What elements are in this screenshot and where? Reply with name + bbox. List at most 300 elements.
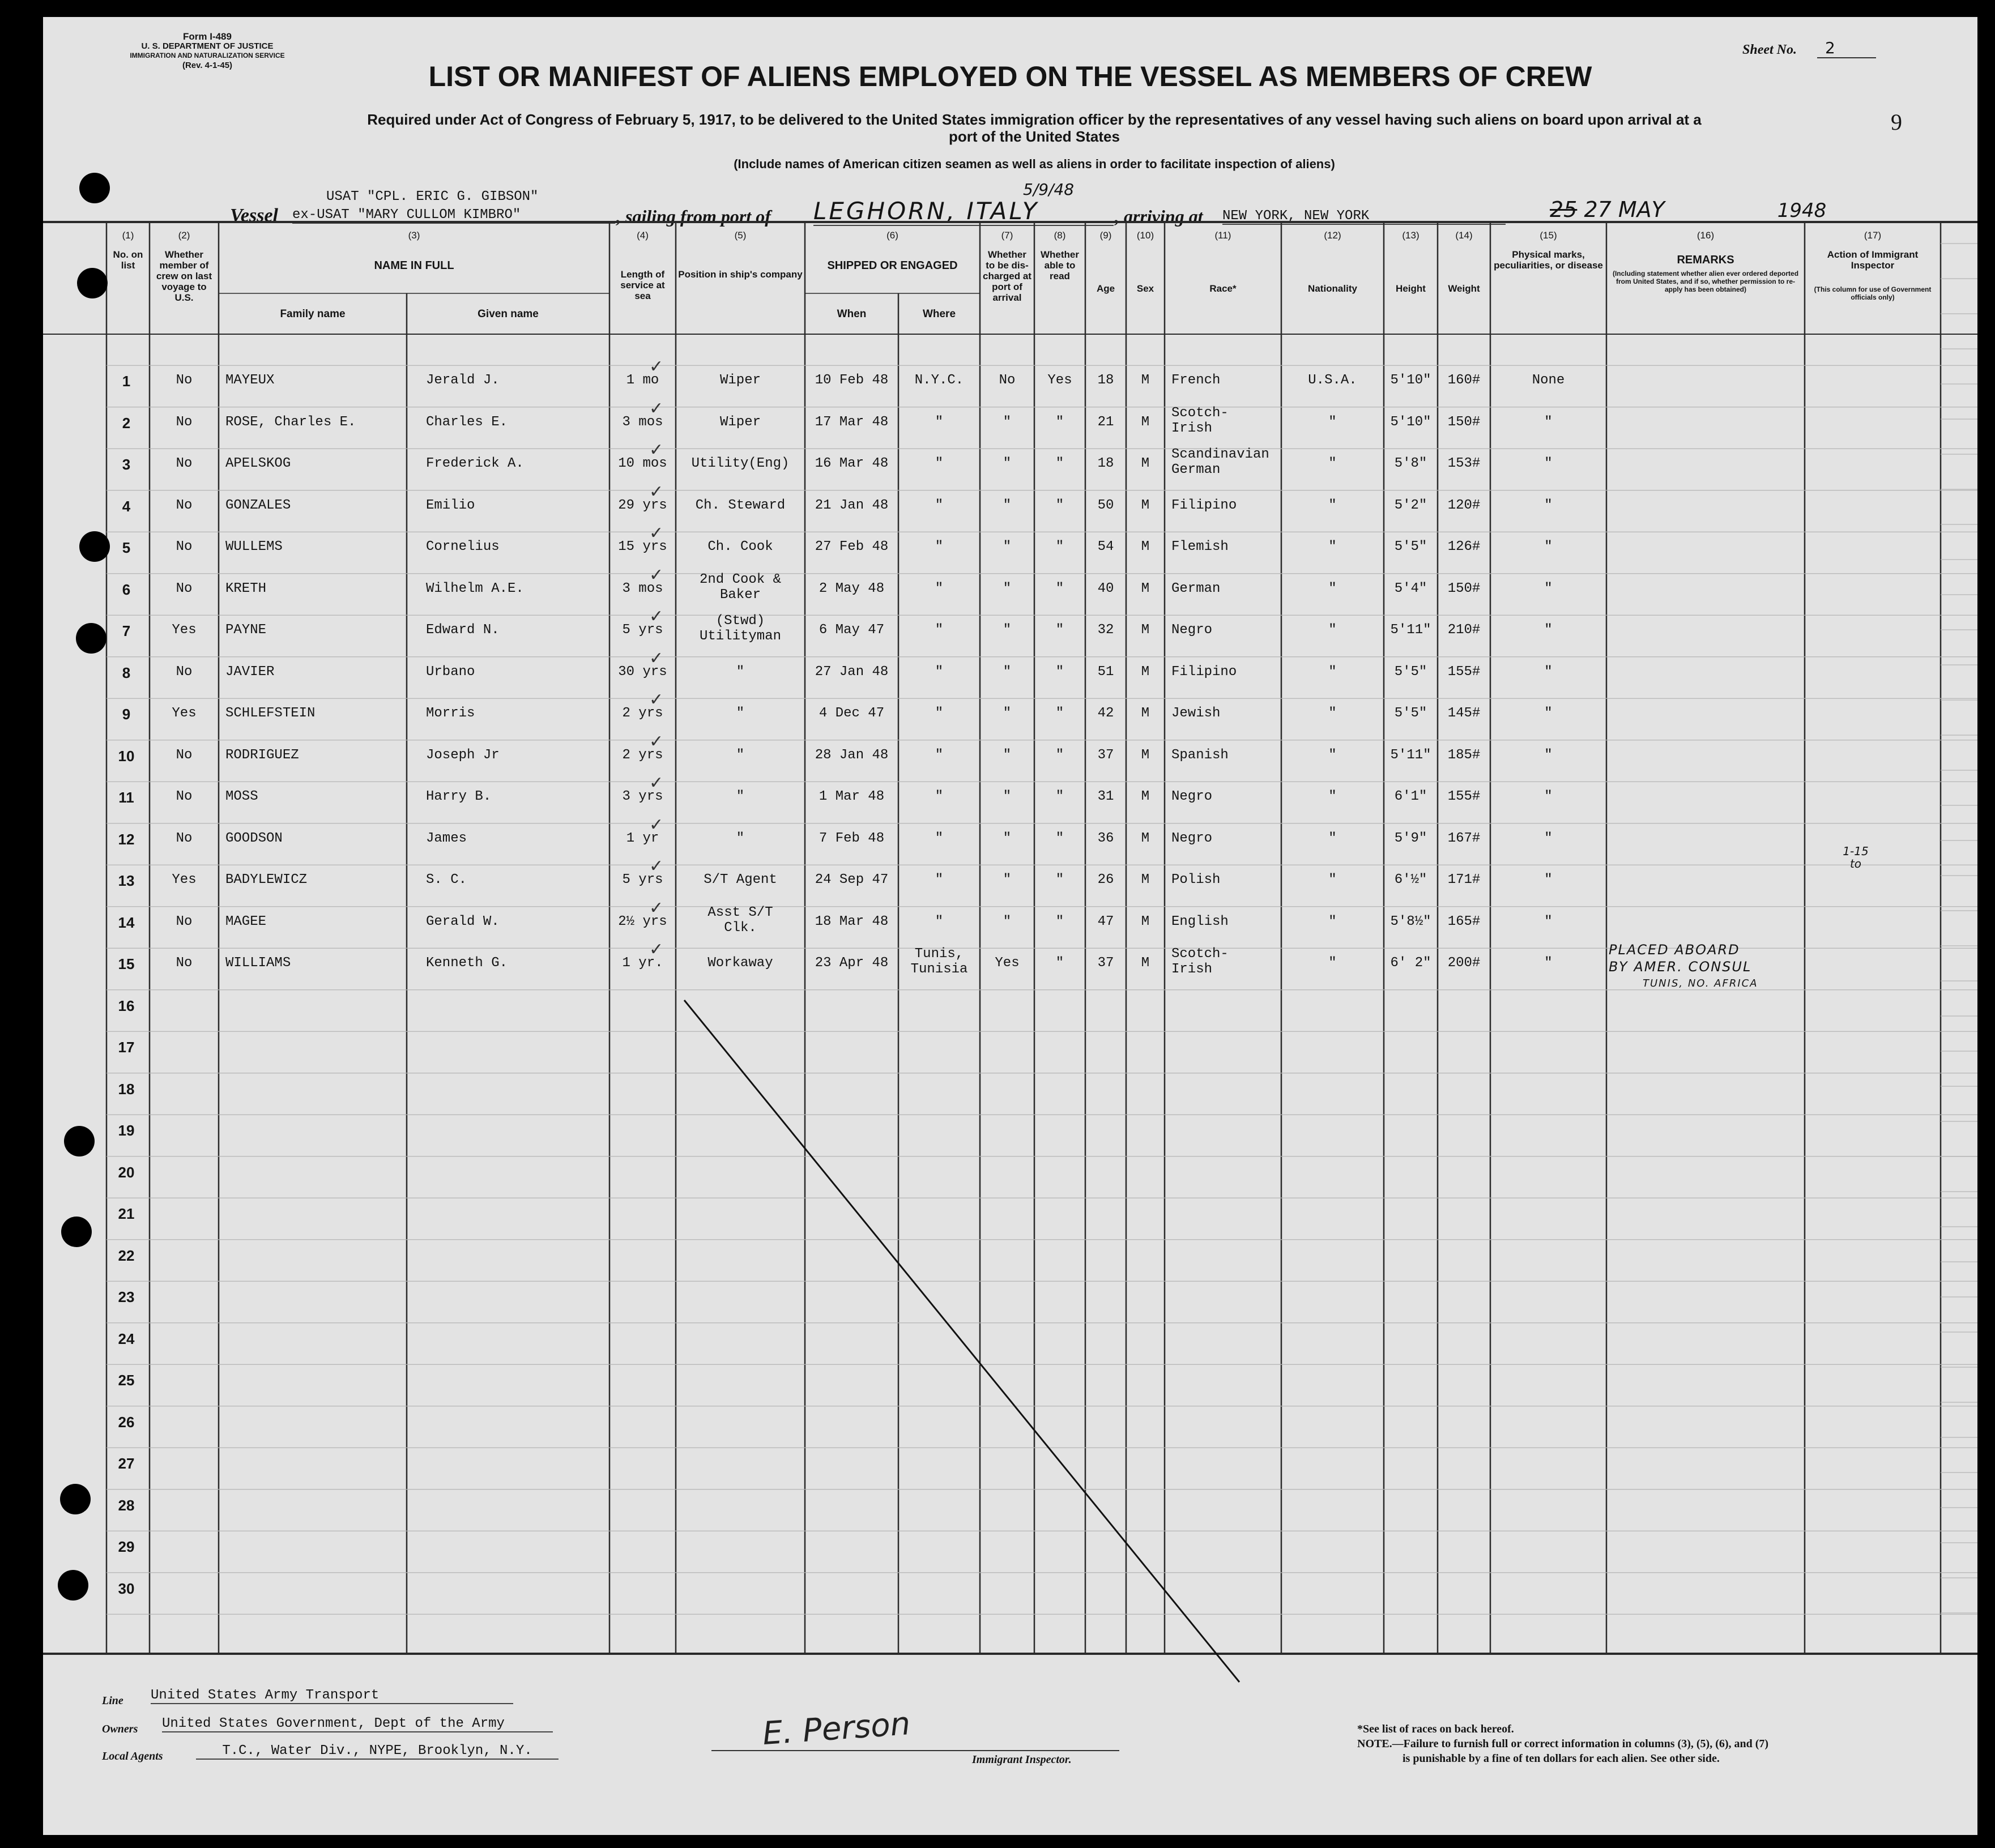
cell-position: Workaway	[707, 955, 773, 971]
owners-label: Owners	[102, 1723, 138, 1735]
cell-height: 6'1"	[1394, 789, 1427, 804]
check-mark-icon: ✓	[649, 398, 664, 419]
cancel-stroke	[684, 1000, 1239, 1682]
cell-family: PAYNE	[225, 622, 267, 638]
cell-age: 36	[1097, 830, 1114, 846]
subtitle-line-2: port of the United States	[949, 128, 1120, 145]
cell-when: 23 Apr 48	[815, 955, 889, 971]
cell-position: Ch. Cook	[707, 539, 773, 554]
column-number: (10)	[1136, 230, 1154, 241]
cell-position: "	[736, 664, 745, 680]
check-mark-icon: ✓	[649, 565, 664, 585]
cell-nationality: "	[1328, 706, 1337, 721]
cell-marks: "	[1544, 664, 1553, 680]
punch-hole	[79, 173, 110, 203]
sheet-number: 2	[1817, 39, 1876, 58]
cell-sex: M	[1141, 830, 1150, 846]
cell-where: "	[935, 622, 944, 638]
manifest-sheet	[43, 17, 1977, 1835]
cell-age: 31	[1097, 789, 1114, 804]
cell-sex: M	[1141, 373, 1150, 388]
column-number: (9)	[1099, 230, 1112, 241]
document-title: LIST OR MANIFEST OF ALIENS EMPLOYED ON THE VESSEL AS MEMBERS OF CREW	[428, 61, 1592, 92]
cell-marks: None	[1532, 373, 1565, 388]
check-mark-icon: ✓	[649, 690, 664, 710]
cell-discharge: "	[1003, 581, 1012, 596]
arrival-year: 1948	[1754, 199, 1850, 223]
row-number: 12	[118, 830, 135, 848]
cell-given: Frederick A.	[426, 456, 524, 471]
column-header: Action of Immigrant Inspector	[1827, 249, 1919, 271]
cell-discharge: "	[1003, 872, 1012, 887]
footnotes	[1357, 1722, 1768, 1766]
cell-when: 17 Mar 48	[815, 414, 889, 430]
cell-height: 5'8½"	[1390, 914, 1431, 929]
cell-when: 10 Feb 48	[815, 373, 889, 388]
column-header: Sex	[1136, 283, 1154, 294]
cell-where: "	[935, 664, 944, 680]
row-number: 1	[122, 373, 131, 390]
column-number: (4)	[637, 230, 649, 241]
punch-hole	[77, 268, 108, 298]
cell-nationality: U.S.A.	[1308, 373, 1357, 388]
cell-marks: "	[1544, 497, 1553, 513]
cell-service: 2 yrs	[622, 706, 663, 721]
cell-sex: M	[1141, 872, 1150, 887]
cell-weight: 126#	[1447, 539, 1481, 554]
column-number: (14)	[1455, 230, 1473, 241]
cell-where: "	[935, 581, 944, 596]
row-number: 28	[118, 1496, 135, 1514]
cell-marks: "	[1544, 622, 1553, 638]
cell-sex: M	[1141, 581, 1150, 596]
cell-marks: "	[1544, 955, 1553, 971]
cell-age: 47	[1097, 914, 1114, 929]
row-number: 19	[118, 1122, 135, 1139]
cell-where: "	[935, 747, 944, 763]
cell-service: 30 yrs	[618, 664, 667, 680]
line-label: Line	[102, 1695, 123, 1707]
row-number: 21	[118, 1205, 135, 1222]
footnote-fine-1: NOTE.—Failure to furnish full or correct information in columns (3), (5), (6), and (7)	[1357, 1738, 1769, 1750]
cell-nationality: "	[1328, 456, 1337, 471]
cell-last: No	[176, 830, 193, 846]
cell-race: Negro	[1171, 622, 1213, 638]
column-header: REMARKS	[1677, 254, 1734, 266]
column-header: Height	[1396, 283, 1426, 294]
cell-age: 54	[1097, 539, 1114, 554]
cell-nationality: "	[1328, 747, 1337, 763]
cell-race: Filipino	[1171, 497, 1237, 513]
column-subheader: Where	[922, 308, 956, 320]
cell-where: "	[935, 830, 944, 846]
cell-read: "	[1055, 830, 1064, 846]
row-number: 25	[118, 1372, 135, 1389]
column-subheader: Family name	[280, 308, 346, 320]
column-subheader: When	[837, 308, 867, 320]
cell-read: "	[1055, 497, 1064, 513]
row-number: 26	[118, 1413, 135, 1431]
cell-where: "	[935, 914, 944, 929]
cell-age: 18	[1097, 373, 1114, 388]
cell-where: "	[935, 414, 944, 430]
remarks-line-3: TUNIS, NO. AFRICA	[1643, 978, 1758, 989]
column-header-note: (This column for use of Government officials only)	[1814, 285, 1932, 301]
check-mark-icon: ✓	[649, 648, 664, 668]
row-number: 23	[118, 1288, 135, 1305]
service: IMMIGRATION AND NATURALIZATION SERVICE	[130, 52, 285, 59]
cell-last: No	[176, 955, 193, 971]
cell-age: 21	[1097, 414, 1114, 430]
column-header: Length of service at sea	[620, 269, 665, 301]
punch-hole	[60, 1484, 91, 1514]
cell-when: 1 Mar 48	[819, 789, 885, 804]
punch-hole	[64, 1126, 95, 1156]
cell-nationality: "	[1328, 497, 1337, 513]
cell-service: 29 yrs	[618, 497, 667, 513]
column-number: (8)	[1054, 230, 1066, 241]
column-header: Age	[1096, 283, 1115, 294]
cell-family: KRETH	[225, 581, 267, 596]
cell-last: Yes	[172, 622, 197, 638]
cell-nationality: "	[1328, 830, 1337, 846]
cell-when: 27 Feb 48	[815, 539, 889, 554]
column-header: Nationality	[1308, 283, 1357, 294]
cell-weight: 155#	[1447, 664, 1481, 680]
row-number: 8	[122, 664, 131, 681]
cell-weight: 150#	[1447, 414, 1481, 430]
check-mark-icon: ✓	[649, 481, 664, 502]
cell-sex: M	[1141, 747, 1150, 763]
cell-discharge: "	[1003, 456, 1012, 471]
cell-service: 3 yrs	[622, 789, 663, 804]
column-number: (6)	[886, 230, 898, 241]
sailing-port: LEGHORN, ITALY	[813, 197, 1114, 226]
cell-sex: M	[1141, 456, 1150, 471]
cell-sex: M	[1141, 664, 1150, 680]
cell-where: "	[935, 539, 944, 554]
cell-position: "	[736, 706, 745, 721]
cell-given: Jerald J.	[426, 373, 500, 388]
cell-position: Asst S/T Clk.	[707, 904, 773, 936]
owners-value: United States Government, Dept of the Army	[162, 1716, 553, 1732]
cell-position: "	[736, 789, 745, 804]
cell-weight: 210#	[1447, 622, 1481, 638]
cell-race: Negro	[1171, 830, 1213, 846]
cell-read: "	[1055, 581, 1064, 596]
column-number: (15)	[1540, 230, 1557, 241]
cell-sex: M	[1141, 622, 1150, 638]
cell-last: No	[176, 456, 193, 471]
column-subheader: Given name	[478, 308, 539, 320]
cell-height: 5'5"	[1394, 539, 1427, 554]
column-header: Whether member of crew on last voyage to U.S.	[156, 249, 212, 303]
cell-weight: 167#	[1447, 830, 1481, 846]
cell-when: 18 Mar 48	[815, 914, 889, 929]
arrival-day-value: 27 MAY	[1584, 197, 1665, 222]
column-number: (13)	[1402, 230, 1419, 241]
cell-read: "	[1055, 664, 1064, 680]
check-mark-icon: ✓	[649, 731, 664, 752]
cell-race: German	[1171, 581, 1221, 596]
cell-discharge: "	[1003, 914, 1012, 929]
subtitle-note: (Include names of American citizen seamen as well as aliens in order to facilitate inspection of aliens)	[734, 157, 1335, 171]
cell-last: No	[176, 914, 193, 929]
cell-marks: "	[1544, 747, 1553, 763]
cell-where: "	[935, 706, 944, 721]
row-number: 2	[122, 414, 131, 432]
cell-discharge: "	[1003, 830, 1012, 846]
remarks-line-1: PLACED ABOARD	[1609, 942, 1740, 958]
column-header: No. on list	[113, 249, 143, 271]
column-number: (16)	[1696, 230, 1715, 241]
cell-age: 42	[1097, 706, 1114, 721]
cell-height: 5'5"	[1394, 706, 1427, 721]
cell-service: 1 yr	[626, 830, 659, 846]
cell-last: No	[176, 789, 193, 804]
cell-read: "	[1055, 539, 1064, 554]
cell-sex: M	[1141, 539, 1150, 554]
cell-height: 5'11"	[1390, 622, 1431, 638]
column-number: (17)	[1864, 230, 1882, 241]
cell-given: Joseph Jr	[426, 747, 500, 763]
row-number: 5	[122, 539, 131, 556]
cell-read: Yes	[1047, 373, 1072, 388]
inspector-label: Immigrant Inspector.	[972, 1753, 1072, 1766]
cell-position: Wiper	[719, 373, 761, 388]
cell-family: WULLEMS	[225, 539, 283, 554]
cell-when: 6 May 47	[819, 622, 885, 638]
arriving-port: NEW YORK, NEW YORK	[1222, 208, 1506, 225]
signature-line	[711, 1750, 1119, 1751]
row-number: 6	[122, 581, 131, 598]
cell-service: 10 mos	[618, 456, 667, 471]
agents-label: Local Agents	[102, 1750, 163, 1762]
cell-given: Edward N.	[426, 622, 500, 638]
cell-family: BADYLEWICZ	[225, 872, 308, 887]
check-mark-icon: ✓	[649, 773, 664, 793]
cell-position: "	[736, 747, 745, 763]
row-number: 9	[122, 706, 131, 723]
check-mark-icon: ✓	[649, 607, 664, 626]
cell-given: Emilio	[426, 497, 475, 513]
cell-race: English	[1171, 914, 1229, 929]
cell-race: Filipino	[1171, 664, 1237, 680]
cell-height: 5'4"	[1394, 581, 1427, 596]
cell-service: 3 mos	[622, 414, 663, 430]
cell-nationality: "	[1328, 622, 1337, 638]
cell-family: MAYEUX	[225, 373, 275, 388]
sailing-date: 5/9/48	[1023, 180, 1075, 199]
cell-marks: "	[1544, 830, 1553, 846]
footnote-races: *See list of races on back hereof.	[1357, 1723, 1514, 1735]
cell-read: "	[1055, 872, 1064, 887]
cell-service: 2½ yrs	[618, 914, 667, 929]
cell-last: No	[176, 747, 193, 763]
cell-height: 5'10"	[1390, 414, 1431, 430]
cell-when: 7 Feb 48	[819, 830, 885, 846]
cell-height: 6' 2"	[1390, 955, 1431, 971]
cell-sex: M	[1141, 789, 1150, 804]
column-number: (1)	[122, 230, 134, 241]
cell-family: RODRIGUEZ	[225, 747, 299, 763]
cell-where: "	[935, 872, 944, 887]
department: U. S. DEPARTMENT OF JUSTICE	[141, 41, 274, 51]
cell-given: Kenneth G.	[426, 955, 508, 971]
cell-discharge: "	[1003, 414, 1012, 430]
check-mark-icon: ✓	[649, 814, 664, 835]
cell-given: S. C.	[426, 872, 467, 887]
cell-weight: 120#	[1447, 497, 1481, 513]
cell-given: Charles E.	[426, 414, 508, 430]
cell-age: 40	[1097, 581, 1114, 596]
cell-age: 51	[1097, 664, 1114, 680]
cell-discharge: Yes	[995, 955, 1020, 971]
row-number: 30	[118, 1580, 135, 1597]
cell-marks: "	[1544, 539, 1553, 554]
cell-family: JAVIER	[225, 664, 275, 680]
arriving-label: , arriving at	[1115, 206, 1203, 227]
cell-nationality: "	[1328, 539, 1337, 554]
check-mark-icon: ✓	[649, 440, 664, 460]
check-mark-icon: ✓	[649, 898, 664, 918]
cell-family: SCHLEFSTEIN	[225, 706, 316, 721]
cell-read: "	[1055, 789, 1064, 804]
agents-value: T.C., Water Div., NYPE, Brooklyn, N.Y.	[196, 1743, 559, 1760]
revision: (Rev. 4-1-45)	[182, 61, 233, 70]
cell-height: 5'8"	[1394, 456, 1427, 471]
column-header: NAME IN FULL	[374, 259, 454, 272]
cell-when: 24 Sep 47	[815, 872, 889, 887]
column-number: (5)	[734, 230, 747, 241]
row-number: 3	[122, 456, 131, 473]
cell-when: 28 Jan 48	[815, 747, 889, 763]
cell-given: Wilhelm A.E.	[426, 581, 524, 596]
cell-age: 37	[1097, 747, 1114, 763]
punch-hole	[76, 623, 106, 654]
cell-service: 15 yrs	[618, 539, 667, 554]
cell-read: "	[1055, 914, 1064, 929]
cell-position: (Stwd) Utilityman	[699, 613, 782, 644]
sailing-label: , sailing from port of	[616, 206, 771, 227]
cell-marks: "	[1544, 914, 1553, 929]
cell-weight: 145#	[1447, 706, 1481, 721]
cell-read: "	[1055, 414, 1064, 430]
cell-when: 16 Mar 48	[815, 456, 889, 471]
cell-position: Utility(Eng)	[691, 456, 790, 471]
cell-family: GONZALES	[225, 497, 291, 513]
cell-family: APELSKOG	[225, 456, 291, 471]
cell-height: 6'½"	[1394, 872, 1427, 887]
column-header: Physical marks, peculiarities, or disease	[1494, 249, 1603, 271]
row-number: 20	[118, 1163, 135, 1181]
cell-weight: 155#	[1447, 789, 1481, 804]
row-number: 15	[118, 955, 135, 972]
cell-height: 5'10"	[1390, 373, 1431, 388]
cell-nationality: "	[1328, 664, 1337, 680]
subtitle-line-1: Required under Act of Congress of February 5, 1917, to be delivered to the United States immigration officer by the representatives of any vessel having such aliens on board upon arrival at a	[367, 111, 1702, 128]
row-number: 16	[118, 997, 135, 1014]
cell-last: No	[176, 373, 193, 388]
cell-discharge: "	[1003, 706, 1012, 721]
check-mark-icon: ✓	[649, 856, 664, 876]
inspector-mark	[1839, 845, 1873, 870]
row-number: 27	[118, 1455, 135, 1472]
remarks-row-15	[1609, 941, 1758, 992]
cell-weight: 185#	[1447, 747, 1481, 763]
cell-given: Harry B.	[426, 789, 492, 804]
cell-service: 3 mos	[622, 581, 663, 596]
cell-last: Yes	[172, 872, 197, 887]
cell-family: GOODSON	[225, 830, 283, 846]
cell-read: "	[1055, 955, 1064, 971]
cell-nationality: "	[1328, 955, 1337, 971]
cell-nationality: "	[1328, 581, 1337, 596]
cell-discharge: "	[1003, 664, 1012, 680]
cell-marks: "	[1544, 706, 1553, 721]
cell-height: 5'5"	[1394, 664, 1427, 680]
cell-given: James	[426, 830, 467, 846]
cell-age: 18	[1097, 456, 1114, 471]
cell-race: Negro	[1171, 789, 1213, 804]
cell-position: Wiper	[719, 414, 761, 430]
cell-where: "	[935, 789, 944, 804]
row-number: 17	[118, 1039, 135, 1056]
cell-last: No	[176, 414, 193, 430]
column-header: Whether to be dis-charged at port of arrival	[983, 249, 1031, 303]
cell-where: "	[935, 456, 944, 471]
line-value: United States Army Transport	[151, 1688, 513, 1704]
cell-marks: "	[1544, 456, 1553, 471]
column-header: Race*	[1209, 283, 1237, 294]
cell-family: MAGEE	[225, 914, 267, 929]
cell-discharge: "	[1003, 622, 1012, 638]
cell-given: Urbano	[426, 664, 475, 680]
row-number: 11	[118, 789, 134, 806]
cell-when: 21 Jan 48	[815, 497, 889, 513]
cell-weight: 150#	[1447, 581, 1481, 596]
cell-sex: M	[1141, 497, 1150, 513]
cell-race: French	[1171, 373, 1221, 388]
check-mark-icon: ✓	[649, 940, 664, 959]
inspector-mark-range: 1-15	[1843, 844, 1869, 858]
cell-read: "	[1055, 706, 1064, 721]
struck-day: 25	[1550, 197, 1578, 222]
cell-position: 2nd Cook & Baker	[699, 571, 782, 603]
sheet-number-label: Sheet No.	[1742, 42, 1797, 57]
cell-marks: "	[1544, 414, 1553, 430]
cell-race: Flemish	[1171, 539, 1229, 554]
form-number: Form I-489	[183, 31, 232, 42]
row-number: 10	[118, 747, 135, 765]
cell-last: No	[176, 497, 193, 513]
cell-race: Scandinavian German	[1171, 447, 1269, 477]
cell-race: Scotch- Irish	[1171, 946, 1229, 977]
column-number: (2)	[178, 230, 190, 241]
cell-age: 32	[1097, 622, 1114, 638]
cell-race: Scotch- Irish	[1171, 405, 1229, 436]
cell-position: S/T Agent	[704, 872, 777, 887]
cell-sex: M	[1141, 706, 1150, 721]
cell-when: 2 May 48	[819, 581, 885, 596]
column-number: (12)	[1324, 230, 1341, 241]
page-number: 9	[1891, 109, 1902, 135]
punch-hole	[79, 531, 110, 562]
row-number: 18	[118, 1080, 135, 1098]
cell-family: WILLIAMS	[225, 955, 291, 971]
inspector-mark-to: to	[1849, 857, 1862, 870]
row-number: 24	[118, 1330, 135, 1347]
